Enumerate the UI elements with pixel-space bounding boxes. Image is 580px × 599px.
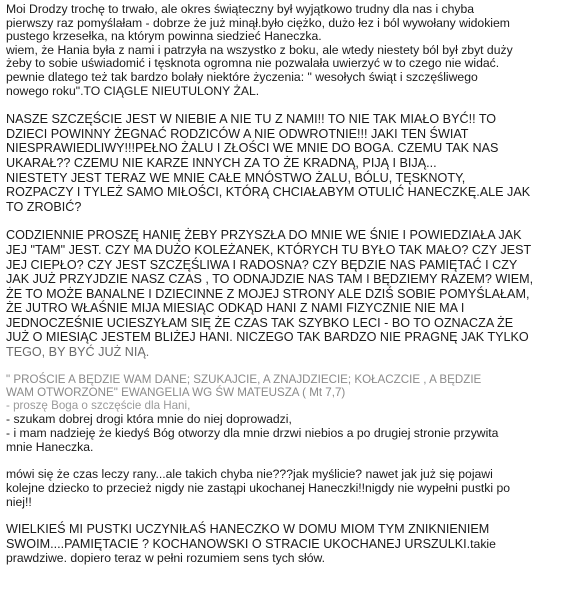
text-line: DZIECI POWINNY ŻEGNAĆ RODZICÓW A NIE ODWROTNIE!!! JAKI TEN ŚWIAT [6, 126, 469, 141]
paragraph-3 [6, 467, 574, 509]
bible-quote [6, 373, 574, 455]
text-line: Moi Drodzy trochę to trwało, ale okres świąteczny był wyjątkowo trudny dla nas i chyba [6, 2, 475, 16]
bullet-line: - i mam nadzieję że kiedyś Bóg otworzy dla mnie drzwi niebios a po drugiej stronie przywita [6, 426, 499, 441]
lowercase-segment: takie [470, 536, 496, 551]
quote-line: WAM OTWORZONE" EWANGELIA WG ŚW MATEUSZA ( Mt 7,7) [6, 385, 346, 399]
spacer [6, 509, 574, 522]
caps-paragraph-1 [6, 112, 574, 214]
intro-paragraph [6, 3, 574, 98]
caps-segment: SWOIM....PAMIĘTACIE ? KOCHANOWSKI O STRACIE UKOCHANEJ URSZULKI. [6, 536, 471, 551]
text-line: pierwszy raz pomyślałam - dobrze że już minął.było ciężko, dużo łez i ból wywołany widokiem [6, 15, 510, 30]
text-line: JEJ CIEPŁO? CZY JEST SZCZĘŚLIWA I RADOSNA? CZY BĘDZIE NAS PAMIĘTAĆ I CZY [6, 257, 518, 272]
text-line: JEDNOCZEŚNIE UCIESZYŁAM SIĘ ŻE CZAS TAK SZYBKO LECI - BO TO OZNACZA ŻE [6, 315, 514, 330]
text-line: JUŻ O MIESIĄC JESTEM BLIŻEJ HANI. NICZEGO TAK BARDZO NIE PRAGNĘ JAK TYLKO [6, 330, 529, 345]
text-line: NASZE SZCZĘŚCIE JEST W NIEBIE A NIE TU Z NAMI!! TO NIE TAK MIAŁO BYĆ!! TO [6, 112, 497, 127]
text-line: NIESPRAWIEDLIWY!!!PEŁNO ŻALU I ZŁOŚCI WE MNIE DO BOGA. CZEMU TAK NAS [6, 141, 499, 156]
text-line: ŻE JUTRO WŁAŚNIE MIJA MIESIĄC ODKĄD HANI Z NAMI FIZYCZNIE NIE MA I [6, 301, 465, 316]
text-line: JAK JUŻ PRZYJDZIE NASZ CZAS , TO ODNAJDZIE NAS TAM I BĘDZIEMY RAZEM? WIEM, [6, 272, 534, 287]
text-line: TEGO, BY BYĆ JUŻ NIĄ. [6, 345, 150, 360]
text-line: UKARAŁ?? CZEMU NIE KARZE INNYCH ZA TO ŻE KRADNĄ, PIJĄ I BIJĄ... [6, 155, 437, 170]
text-line: mówi się że czas leczy rany...ale takich chyba nie???jak myślicie? nawet jak już się pojawi [6, 467, 493, 482]
paragraph-4 [6, 522, 574, 565]
spacer [6, 214, 574, 228]
text-line: prawdziwe. dopiero teraz w pełni rozumiem sens tych słów. [6, 551, 326, 566]
text-line: wiem, że Hania była z nami i patrzyła na wszystko z boku, ale wtedy niestety ból był zbyt duży [6, 42, 513, 57]
spacer [6, 454, 574, 467]
bullet-line: - proszę Boga o szczęście dla Hani, [6, 399, 191, 413]
text-line: WIELKIEŚ MI PUSTKI UCZYNIŁAŚ HANECZKO W DOMU MIOM TYM ZNIKNIENIEM [6, 522, 490, 537]
spacer [6, 360, 574, 373]
text-line: kolejne dziecko to przecież nigdy nie zastąpi ukochanej Haneczki!!nigdy nie wypełni pustki po [6, 481, 511, 496]
document-page [6, 3, 574, 565]
bullet-line: mnie Haneczka. [6, 440, 94, 455]
spacer [6, 98, 574, 112]
text-line: nowego roku".TO CIĄGLE NIEUTULONY ŻAL. [6, 83, 260, 98]
caps-paragraph-2 [6, 228, 574, 359]
text-line: pewnie dlatego też tak bardzo bolały niektóre życzenia: " wesołych świąt i szczęśliwego [6, 69, 478, 84]
text-line: ROZPACZY I TYLEŻ SAMO MIŁOŚCI, KTÓRĄ CHCIAŁABYM OTULIĆ HANECZKĘ.ALE JAK [6, 185, 531, 200]
quote-line: " PROŚCIE A BĘDZIE WAM DANE; SZUKAJCIE, A ZNAJDZIECIE; KOŁACZCIE , A BĘDZIE [6, 372, 482, 386]
text-line [6, 537, 574, 552]
text-line: pustego krzesełka, na którym powinna siedzieć Haneczka. [6, 29, 322, 44]
text-line: CODZIENNIE PROSZĘ HANIĘ ŻEBY PRZYSZŁA DO MNIE WE ŚNIE I POWIEDZIAŁA JAK [6, 228, 522, 243]
text-line: niej!! [6, 495, 32, 510]
text-line: ŻE TO MOŻE BANALNE I DZIECINNE Z MOJEJ STRONY ALE DZIŚ SOBIE POMYŚLAŁAM, [6, 286, 530, 301]
text-line: JEJ "TAM" JEST. CZY MA DUŻO KOLEŻANEK, KTÓRYCH TU BYŁO TAK MAŁO? CZY JEST [6, 242, 532, 257]
text-line: NIESTETY JEST TERAZ WE MNIE CAŁE MNÓSTWO ŻALU, BÓLU, TĘSKNOTY, [6, 170, 466, 185]
text-line: żeby to sobie uświadomić i tęsknota ogromna nie pozwalała uwierzyć w to czego nie widać. [6, 56, 500, 71]
text-line: TO ZROBIĆ? [6, 199, 82, 214]
bullet-line: - szukam dobrej drogi która mnie do niej doprowadzi, [6, 412, 292, 427]
